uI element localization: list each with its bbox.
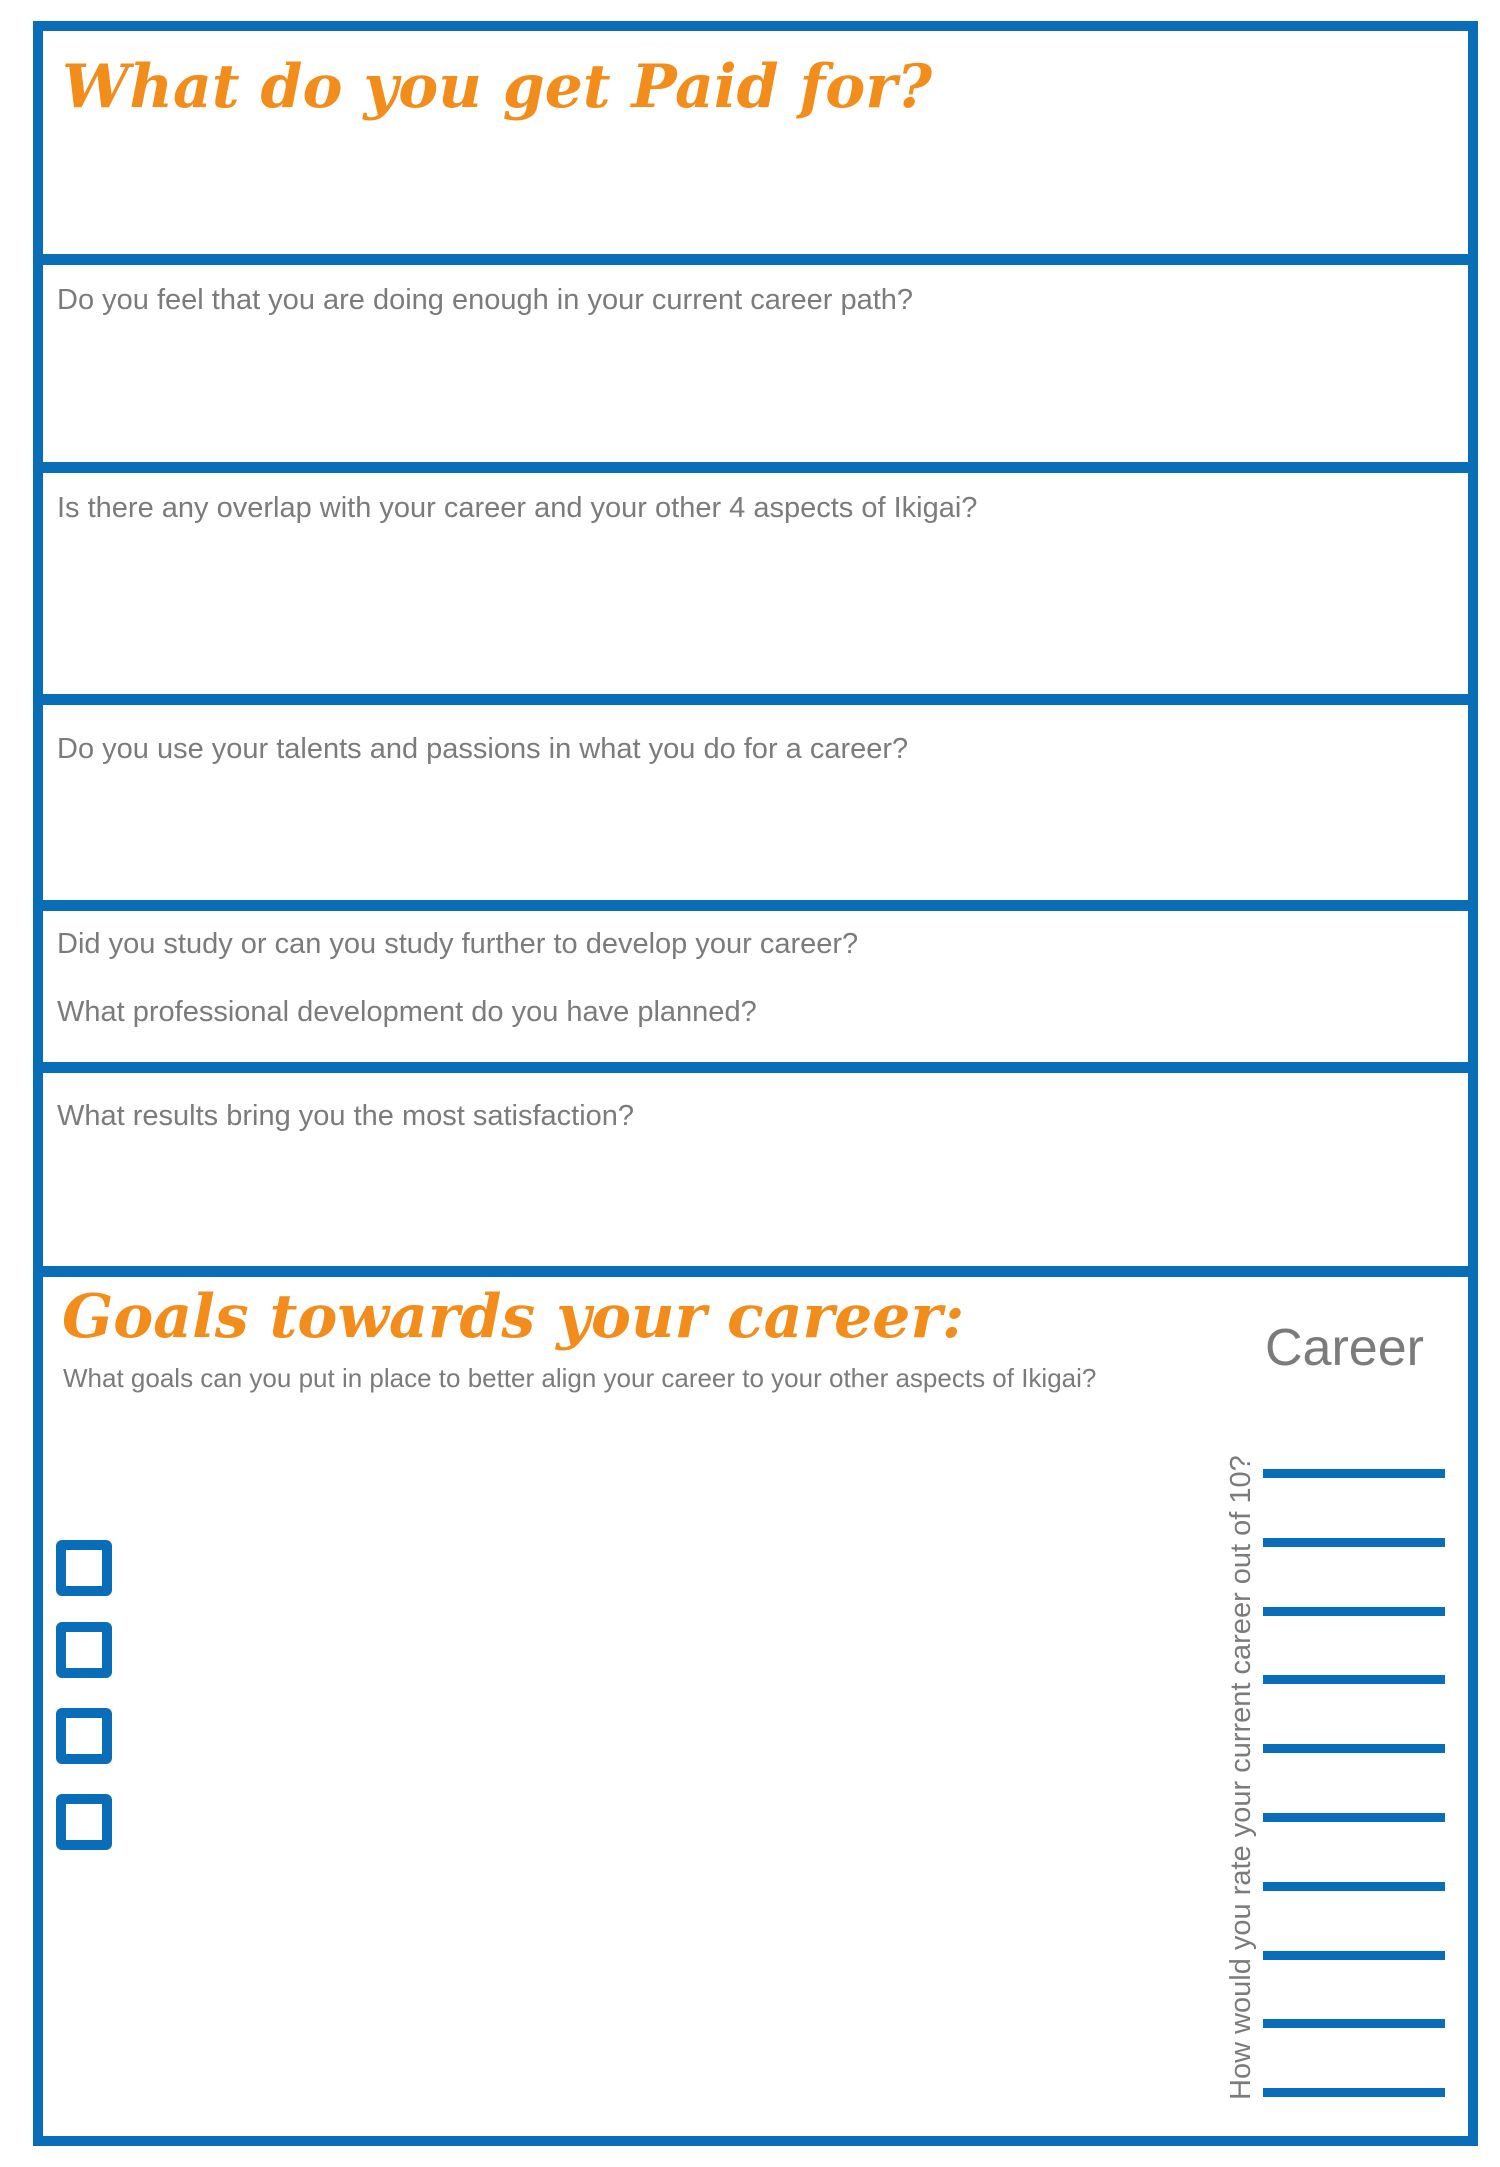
section-divider xyxy=(33,1266,1478,1277)
question-professional-development: What professional development do you have planned? xyxy=(57,996,757,1028)
goals-subheading: What goals can you put in place to better align your career to your other aspects of Ikigai? xyxy=(63,1363,1097,1393)
goal-checkbox[interactable] xyxy=(56,1540,112,1596)
worksheet-frame xyxy=(33,21,1478,2146)
rating-label: How would you rate your current career out of 10? xyxy=(1225,1455,1257,2100)
question-ikigai-overlap: Is there any overlap with your career and your other 4 aspects of Ikigai? xyxy=(57,492,978,524)
rating-scale-line xyxy=(1263,1675,1445,1684)
rating-scale-line xyxy=(1263,1951,1445,1960)
goal-checkbox[interactable] xyxy=(56,1708,112,1764)
section-divider xyxy=(33,462,1478,473)
rating-scale-line xyxy=(1263,1469,1445,1478)
question-talents-passions: Do you use your talents and passions in what you do for a career? xyxy=(57,733,909,765)
goals-heading: Goals towards your career: xyxy=(62,1282,965,1352)
rating-scale-line xyxy=(1263,1538,1445,1547)
goal-checkbox[interactable] xyxy=(56,1622,112,1678)
rating-scale-line xyxy=(1263,1813,1445,1822)
rating-title: Career xyxy=(1265,1319,1424,1377)
section-divider xyxy=(33,900,1478,911)
rating-scale-line xyxy=(1263,2019,1445,2028)
section-divider xyxy=(33,254,1478,265)
section-divider xyxy=(33,1062,1478,1073)
section-divider xyxy=(33,694,1478,705)
rating-scale-line xyxy=(1263,1882,1445,1891)
rating-scale-line xyxy=(1263,2088,1445,2097)
goal-checkbox[interactable] xyxy=(56,1794,112,1850)
rating-scale-line xyxy=(1263,1607,1445,1616)
question-study-further: Did you study or can you study further to develop your career? xyxy=(57,928,859,960)
rating-scale-line xyxy=(1263,1744,1445,1753)
question-satisfaction: What results bring you the most satisfaction? xyxy=(57,1100,635,1132)
question-career-enough: Do you feel that you are doing enough in your current career path? xyxy=(57,284,914,316)
page-title: What do you get Paid for? xyxy=(62,52,933,122)
